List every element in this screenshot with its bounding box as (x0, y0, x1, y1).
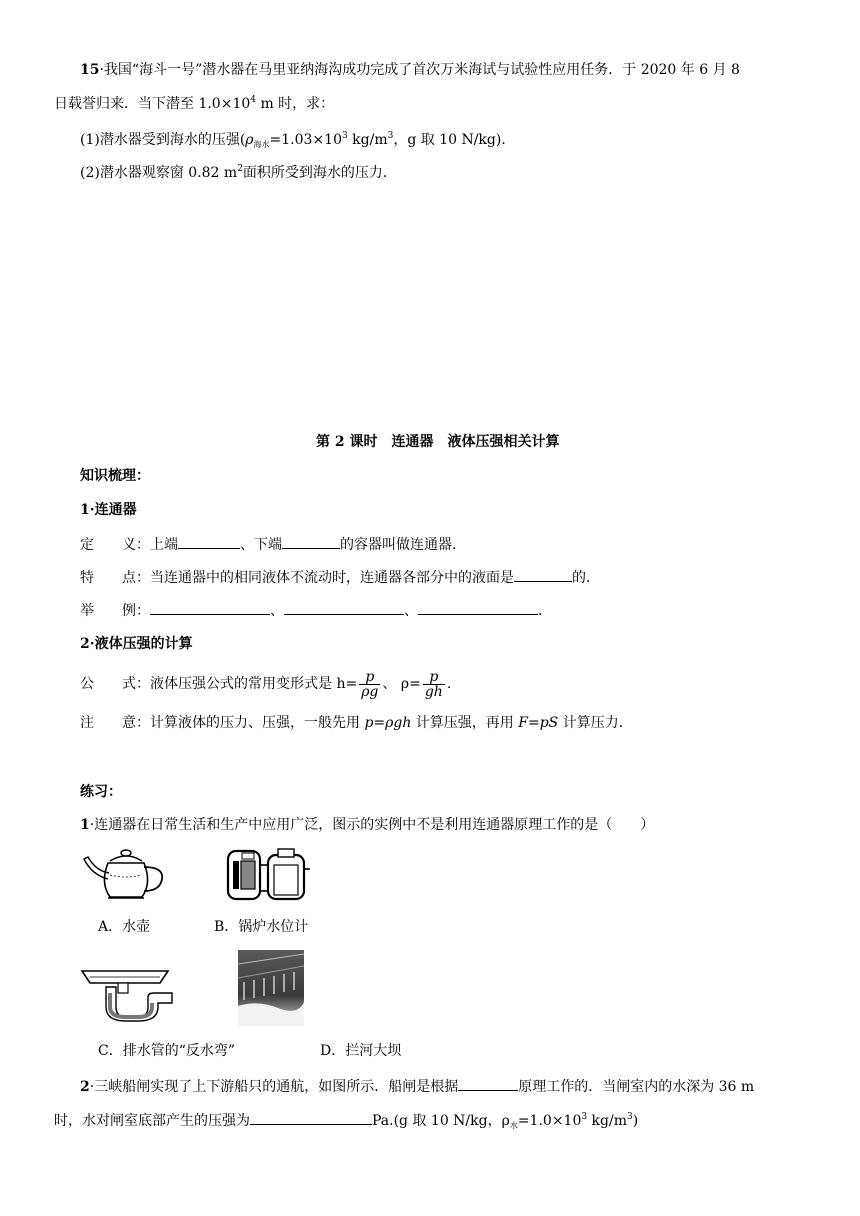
dam-photo-image (238, 950, 304, 1026)
q2-number: 2 (80, 1079, 90, 1095)
q15-p2-post: 面积所受到海水的压力． (242, 165, 397, 181)
rho-sub: 海水 (253, 140, 270, 149)
note-text-b: 计算压强，再用 (411, 715, 519, 731)
q2-text-a: ·三峡船闸实现了上下游船只的通航，如图所示．船闸是根据 (89, 1079, 459, 1095)
definition-text-c: 的容器叫做连通器． (340, 537, 466, 553)
example-label: 举 例： (80, 603, 150, 619)
q15-stem-2: 日载誉归来．当下潜至 1.0×10 (54, 96, 251, 112)
q2-text-b: 原理工作的．当闸室内的水深为 36 m (518, 1079, 755, 1095)
definition-label: 定 义： (80, 537, 150, 553)
teapot-image (80, 845, 168, 903)
fraction-numerator: p (423, 670, 445, 685)
definition-text-a: 上端 (150, 537, 178, 553)
fraction-rho (423, 670, 445, 699)
formula-end: . (446, 676, 452, 692)
option-b[interactable]: B．锅炉水位计 (214, 919, 309, 935)
fraction-denominator: ρg (361, 683, 379, 700)
q2-text-e: =1.0×10 (517, 1113, 582, 1129)
example-row (80, 600, 552, 621)
formula-label: 公 式： (80, 676, 150, 692)
feature-row (80, 567, 600, 588)
fraction-denominator: gh (424, 683, 443, 700)
sink-trap-image (80, 965, 176, 1027)
q15-line2 (54, 94, 334, 114)
option-c[interactable]: C．排水管的“反水弯” (98, 1043, 236, 1059)
q15-p1-exp: 3 (341, 131, 348, 141)
example-sep: 、 (404, 603, 418, 619)
formula-mid: 、 ρ= (382, 676, 421, 692)
answer-blank[interactable] (514, 567, 572, 582)
review-heading: 知识梳理： (80, 468, 150, 484)
q2-text-d: Pa.(g 取 10 N/kg，ρ (372, 1113, 510, 1129)
answer-blank[interactable] (458, 1076, 518, 1091)
answer-blank[interactable] (178, 534, 240, 549)
definition-row (80, 534, 466, 555)
option-a[interactable]: A．水壶 (98, 919, 151, 935)
answer-blank[interactable] (250, 1110, 372, 1125)
q15-number: 15 (80, 62, 100, 78)
feature-text: 当连通器中的相同液体不流动时，连通器各部分中的液面是 (150, 570, 514, 586)
q15-p2-exp: 2 (237, 164, 243, 174)
q1-number: 1 (80, 817, 90, 833)
q2-line2 (54, 1110, 638, 1131)
q2-unit: kg/m (587, 1113, 627, 1129)
q2-line1 (80, 1076, 754, 1097)
q15-exp: 4 (250, 95, 256, 105)
q15-part1 (80, 130, 515, 150)
feature-label: 特 点： (80, 570, 150, 586)
q1-text: ·连通器在日常生活和生产中应用广泛，图示的实例中不是利用连通器原理工作的是（ ） (89, 817, 655, 833)
fraction-numerator: p (359, 670, 380, 685)
q15-p1-unit: kg/m (347, 132, 388, 148)
feature-end: 的． (572, 570, 600, 586)
answer-blank[interactable] (418, 600, 538, 615)
practice-heading: 练习： (80, 784, 122, 800)
q15-p1-g: ，g 取 10 N/kg)． (393, 132, 516, 148)
answer-blank[interactable] (150, 600, 270, 615)
q15-stem-1: ·我国“海斗一号”潜水器在马里亚纳海沟成功完成了首次万米海试与试验性应用任务．于 2020 年 6 月 8 (99, 62, 740, 78)
q15-p1-unit-exp: 3 (387, 131, 394, 141)
note-label: 注 意： (80, 715, 150, 731)
formula-row (80, 666, 451, 702)
rho-symbol: ρ (245, 132, 254, 148)
definition-text-b: 、下端 (240, 537, 282, 553)
q15-p1-text: (1)潜水器受到海水的压强( (80, 132, 246, 148)
note-formula-1: p=ρgh (364, 715, 412, 731)
example-end: ． (538, 603, 552, 619)
formula-text: 液体压强公式的常用变形式是 h= (150, 676, 358, 692)
boiler-gauge-image (222, 845, 314, 905)
note-formula-2: F=pS (518, 715, 559, 731)
q1-stem (80, 815, 654, 835)
q2-rho-sub: 水 (509, 1121, 518, 1130)
note-text-a: 计算液体的压力、压强，一般先用 (150, 715, 365, 731)
q15-stem-3: m 时，求： (256, 96, 335, 112)
answer-blank[interactable] (282, 534, 340, 549)
q15-part2 (80, 163, 397, 183)
q15-line1 (80, 60, 740, 80)
q2-close: ) (632, 1113, 639, 1129)
lesson-title: 第 2 课时 连通器 液体压强相关计算 (316, 434, 560, 450)
q15-p1-mid: =1.03×10 (269, 132, 342, 148)
q2-exp: 3 (581, 1112, 588, 1122)
q15-p2-text: (2)潜水器观察窗 0.82 m (80, 165, 238, 181)
example-sep: 、 (270, 603, 284, 619)
fraction-h (359, 670, 380, 699)
section2-heading: 2·液体压强的计算 (80, 636, 193, 652)
q2-text-c: 时，水对闸室底部产生的压强为 (54, 1113, 250, 1129)
note-text-c: 计算压力． (558, 715, 633, 731)
q2-unit-exp: 3 (627, 1112, 633, 1122)
option-d[interactable]: D．拦河大坝 (320, 1043, 402, 1059)
section1-heading: 1·连通器 (80, 502, 137, 518)
answer-blank[interactable] (284, 600, 404, 615)
note-row (80, 713, 633, 733)
